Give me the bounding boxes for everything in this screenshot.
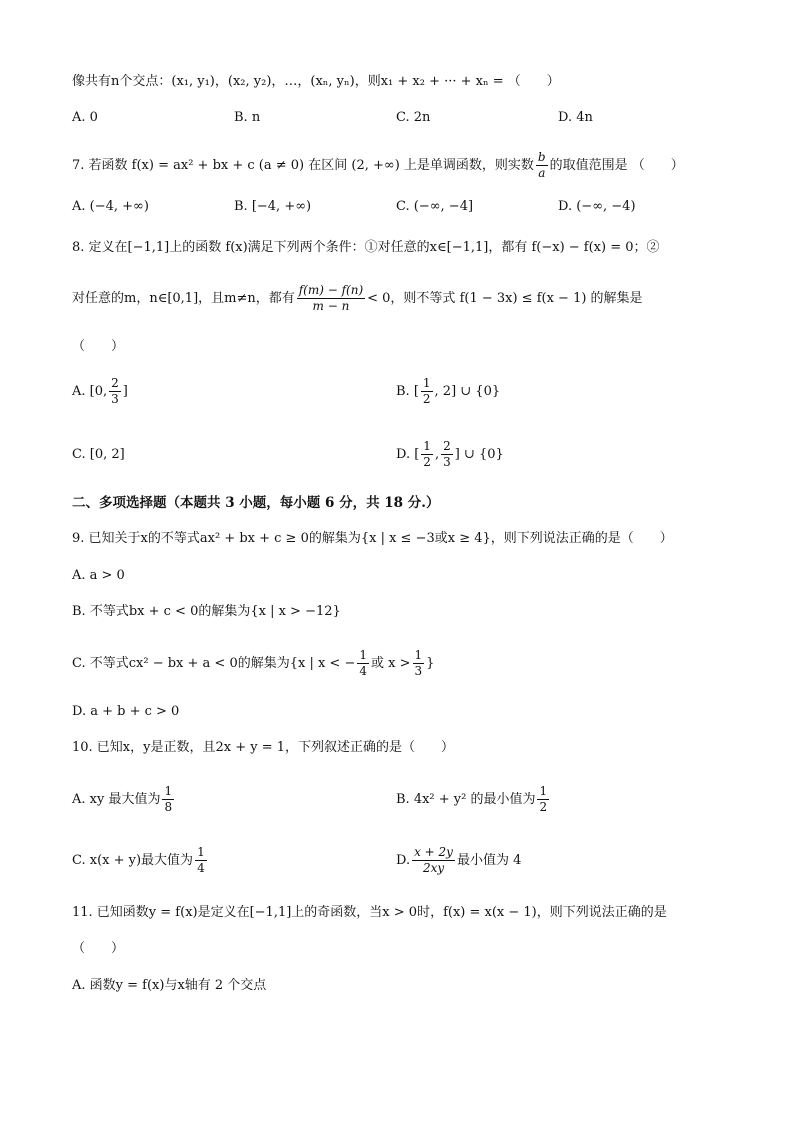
q8-d-post: ] ∪ {0} bbox=[454, 447, 504, 462]
q10-a-pre: A. xy 最大值为 bbox=[72, 792, 161, 807]
q10-a-den: 8 bbox=[164, 800, 173, 814]
q11-line2: （ ） bbox=[72, 941, 125, 956]
q10-c-den: 4 bbox=[197, 861, 205, 875]
q11-option-a: A. 函数y = f(x)与x轴有 2 个交点 bbox=[72, 978, 267, 993]
q8-d-frac2 bbox=[441, 439, 453, 470]
q11-line1: 11. 已知函数y = f(x)是定义在[−1,1]上的奇函数，当x > 0时，f(x) = x(x − 1)，则下列说法正确的是 bbox=[72, 905, 667, 920]
q7-option-c: C. (−∞, −4] bbox=[396, 199, 474, 214]
q8-b-post: , 2] ∪ {0} bbox=[434, 384, 501, 399]
q8-a-frac bbox=[109, 376, 121, 407]
q8-b-pre: B. [ bbox=[396, 384, 419, 399]
q10-a-frac bbox=[162, 784, 174, 815]
q8-option-d bbox=[396, 437, 504, 473]
q10-d-pre: D. bbox=[396, 853, 411, 868]
q8-a-den: 3 bbox=[111, 392, 119, 406]
q9-c-frac2 bbox=[413, 648, 425, 679]
q9-c-num1: 1 bbox=[359, 648, 367, 662]
q9-c-post: } bbox=[426, 656, 435, 671]
q8-option-b bbox=[396, 374, 500, 410]
q10-d-den: 2xy bbox=[422, 861, 445, 875]
q6-option-d: D. 4n bbox=[558, 110, 593, 125]
q9-stem: 9. 已知关于x的不等式ax² + bx + c ≥ 0的解集为{x | x ≤ −3或x ≥ 4}，则下列说法正确的是（ ） bbox=[72, 531, 673, 546]
q8-d-pre: D. [ bbox=[396, 447, 420, 462]
q6-option-c: C. 2n bbox=[396, 110, 431, 125]
q6-option-a: A. 0 bbox=[72, 110, 98, 125]
q10-c-frac bbox=[195, 845, 207, 876]
q9-option-c bbox=[72, 646, 434, 682]
q7-stem-a: 7. 若函数 f(x) = ax² + bx + c (a ≠ 0) 在区间 (2, +∞) 上是单调函数，则实数 bbox=[72, 158, 534, 173]
q10-option-b bbox=[396, 782, 551, 818]
q8-d-num1: 1 bbox=[423, 439, 431, 453]
q7-fraction bbox=[536, 150, 548, 181]
q7-stem-b: 的取值范围是 （ ） bbox=[549, 158, 684, 173]
q8-d-frac1 bbox=[421, 439, 433, 470]
section-heading: 二、多项选择题（本题共 3 小题，每小题 6 分，共 18 分.） bbox=[72, 495, 440, 511]
q10-c-pre: C. x(x + y)最大值为 bbox=[72, 853, 194, 868]
q8-frac-num: f(m) − f(n) bbox=[298, 283, 364, 297]
q9-c-frac1 bbox=[357, 648, 369, 679]
q7-frac-num: b bbox=[537, 150, 546, 164]
q10-a-num: 1 bbox=[164, 784, 173, 798]
q8-b-den: 2 bbox=[422, 392, 431, 406]
q8-option-a bbox=[72, 374, 128, 410]
q7-frac-den: a bbox=[538, 166, 546, 180]
q10-b-pre: B. 4x² + y² 的最小值为 bbox=[396, 792, 536, 807]
q7-stem bbox=[72, 148, 684, 184]
q8-line1: 8. 定义在[−1,1]上的函数 f(x)满足下列两个条件：①对任意的x∈[−1,1]，都有 f(−x) − f(x) = 0；② bbox=[72, 240, 660, 255]
q10-b-frac bbox=[537, 784, 549, 815]
q8-b-num: 1 bbox=[422, 376, 431, 390]
q10-option-d bbox=[396, 843, 521, 879]
q10-d-num: x + 2y bbox=[414, 845, 453, 859]
q7-option-a: A. (−4, +∞) bbox=[72, 199, 149, 214]
q8-fraction bbox=[297, 283, 365, 314]
q9-c-mid: 或 x > bbox=[371, 656, 411, 671]
q9-c-den2: 3 bbox=[414, 664, 423, 678]
q8-a-post: ] bbox=[122, 384, 128, 399]
q9-option-d: D. a + b + c > 0 bbox=[72, 704, 180, 719]
q9-c-den1: 4 bbox=[359, 664, 367, 678]
q9-c-pre: C. 不等式cx² − bx + a < 0的解集为{x | x < − bbox=[72, 656, 356, 671]
q10-b-num: 1 bbox=[539, 784, 548, 798]
q8-frac-den: m − n bbox=[312, 299, 350, 313]
q9-option-b: B. 不等式bx + c < 0的解集为{x | x > −12} bbox=[72, 604, 341, 619]
q8-line2-b: < 0，则不等式 f(1 − 3x) ≤ f(x − 1) 的解集是 bbox=[367, 291, 643, 306]
q8-d-num2: 2 bbox=[443, 439, 451, 453]
q10-b-den: 2 bbox=[539, 800, 548, 814]
q9-c-num2: 1 bbox=[414, 648, 423, 662]
q7-option-d: D. (−∞, −4) bbox=[558, 199, 636, 214]
q8-d-den1: 2 bbox=[423, 455, 431, 469]
q8-a-num: 2 bbox=[111, 376, 119, 390]
q8-line2-a: 对任意的m，n∈[0,1]，且m≠n，都有 bbox=[72, 291, 295, 306]
q10-c-num: 1 bbox=[197, 845, 205, 859]
q8-d-mid: , bbox=[434, 447, 440, 462]
q8-a-pre: A. [0, bbox=[72, 384, 108, 399]
q10-d-post: 最小值为 4 bbox=[456, 853, 522, 868]
q6-option-b: B. n bbox=[234, 110, 261, 125]
q8-d-den2: 3 bbox=[443, 455, 451, 469]
q8-b-frac bbox=[421, 376, 433, 407]
q9-option-a: A. a > 0 bbox=[72, 568, 125, 583]
q6-stem: 像共有n个交点：(x₁, y₁)，(x₂, y₂)，…，(xₙ, yₙ)，则x₁ + x₂ + ··· + xₙ = （ ） bbox=[72, 74, 560, 89]
q8-line2 bbox=[72, 281, 643, 317]
q10-d-frac bbox=[412, 845, 455, 876]
q10-stem: 10. 已知x，y是正数，且2x + y = 1，下列叙述正确的是（ ） bbox=[72, 740, 455, 755]
q10-option-c bbox=[72, 843, 209, 879]
q7-option-b: B. [−4, +∞) bbox=[234, 199, 312, 214]
q8-option-c: C. [0, 2] bbox=[72, 447, 125, 462]
q10-option-a bbox=[72, 782, 176, 818]
q8-line3: （ ） bbox=[72, 339, 125, 354]
